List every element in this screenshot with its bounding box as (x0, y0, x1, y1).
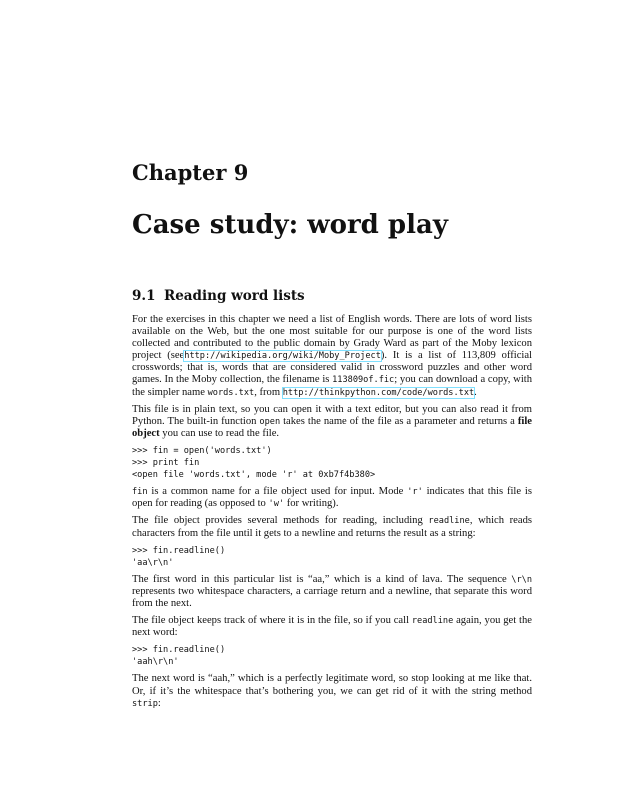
text: ). It is a list of 113,809 official crosswords; that is, words that are considered valid in crossword puzzles and other word games. In the Moby collection, the filename is (132, 350, 532, 386)
text: again, you get the next word: (132, 615, 532, 639)
chapter-title: Case study: word play (132, 210, 448, 240)
inline-code: 'w' (268, 499, 285, 510)
inline-code: 'r' (407, 487, 423, 498)
code-block (132, 545, 532, 569)
chapter-label: Chapter 9 (132, 160, 249, 185)
code-line: >>> print fin (132, 458, 200, 469)
link-words-txt[interactable]: http://thinkpython.com/code/words.txt (282, 387, 475, 398)
inline-code: readline (428, 516, 470, 527)
text: This file is in plain text, so you can open it with a text editor, but you can also read it from Python. The built-in function (132, 403, 532, 427)
paragraph-next-word (132, 673, 532, 709)
text: takes the name of the file as a parameter and returns a (280, 415, 518, 427)
text: indicates that this file is open for reading (as opposed to (132, 486, 532, 510)
paragraph-intro (132, 314, 532, 399)
bold-term: file object (132, 415, 532, 439)
inline-code: open (259, 416, 281, 427)
text: for writing). (284, 498, 339, 510)
text: ; you can download a copy, with the simpler name (132, 374, 533, 398)
code-line: >>> fin.readline() (132, 545, 226, 556)
code-line: 'aa\r\n' (132, 557, 174, 568)
text: The first word in this particular list is “aa,” which is a kind of lava. The sequence (132, 573, 512, 585)
text: represents two whitespace characters, a carriage return and a newline, that separate this word from the next. (132, 585, 532, 609)
section-number: 9.1 (132, 288, 156, 304)
paragraph-first-word (132, 574, 532, 610)
code-line: >>> fin = open('words.txt') (132, 445, 272, 456)
text: The file object keeps track of where it is in the file, so if you call (132, 615, 412, 627)
text: , from (254, 386, 283, 398)
text: . (474, 386, 477, 398)
inline-code: fin (132, 487, 148, 498)
paragraph-fin (132, 486, 532, 510)
body-text (132, 314, 532, 715)
text: The next word is “aah,” which is a perfectly legitimate word, so stop looking at me like that. Or, if it’s the whitespace that’s bothering you, we can get rid of it with the string method (132, 673, 532, 697)
code-line: <open file 'words.txt', mode 'r' at 0xb7f4b380> (132, 470, 376, 481)
code-line: >>> fin.readline() (132, 645, 226, 656)
code-line: 'aah\r\n' (132, 657, 179, 668)
paragraph-track (132, 615, 532, 639)
code-block (132, 644, 532, 668)
inline-code: words.txt (207, 387, 255, 398)
section-title: Reading word lists (164, 288, 305, 304)
section-heading (132, 288, 305, 304)
link-moby-project[interactable]: http://wikipedia.org/wiki/Moby_Project (184, 351, 381, 362)
paragraph-open-file (132, 404, 532, 440)
inline-code: readline (411, 616, 454, 627)
inline-code: strip (132, 698, 158, 709)
text: : (157, 697, 161, 709)
paragraph-readline (132, 515, 532, 539)
text: you can use to read the file. (159, 427, 280, 439)
text: is a common name for a file object used for input. Mode (147, 486, 408, 498)
text: , which reads characters from the file until it gets to a newline and returns the result as a string: (132, 515, 533, 539)
inline-code: \r\n (511, 574, 532, 585)
text: The file object provides several methods for reading, including (132, 515, 429, 527)
text: For the exercises in this chapter we need a list of English words. There are lots of word lists available on the Web, but the one most suitable for our purpose is one of the word lists collected and contributed to the public domain by Grady Ward as part of the Moby lexicon project (see (132, 314, 532, 362)
code-block (132, 445, 532, 481)
inline-code: 113809of.fic (332, 375, 395, 386)
